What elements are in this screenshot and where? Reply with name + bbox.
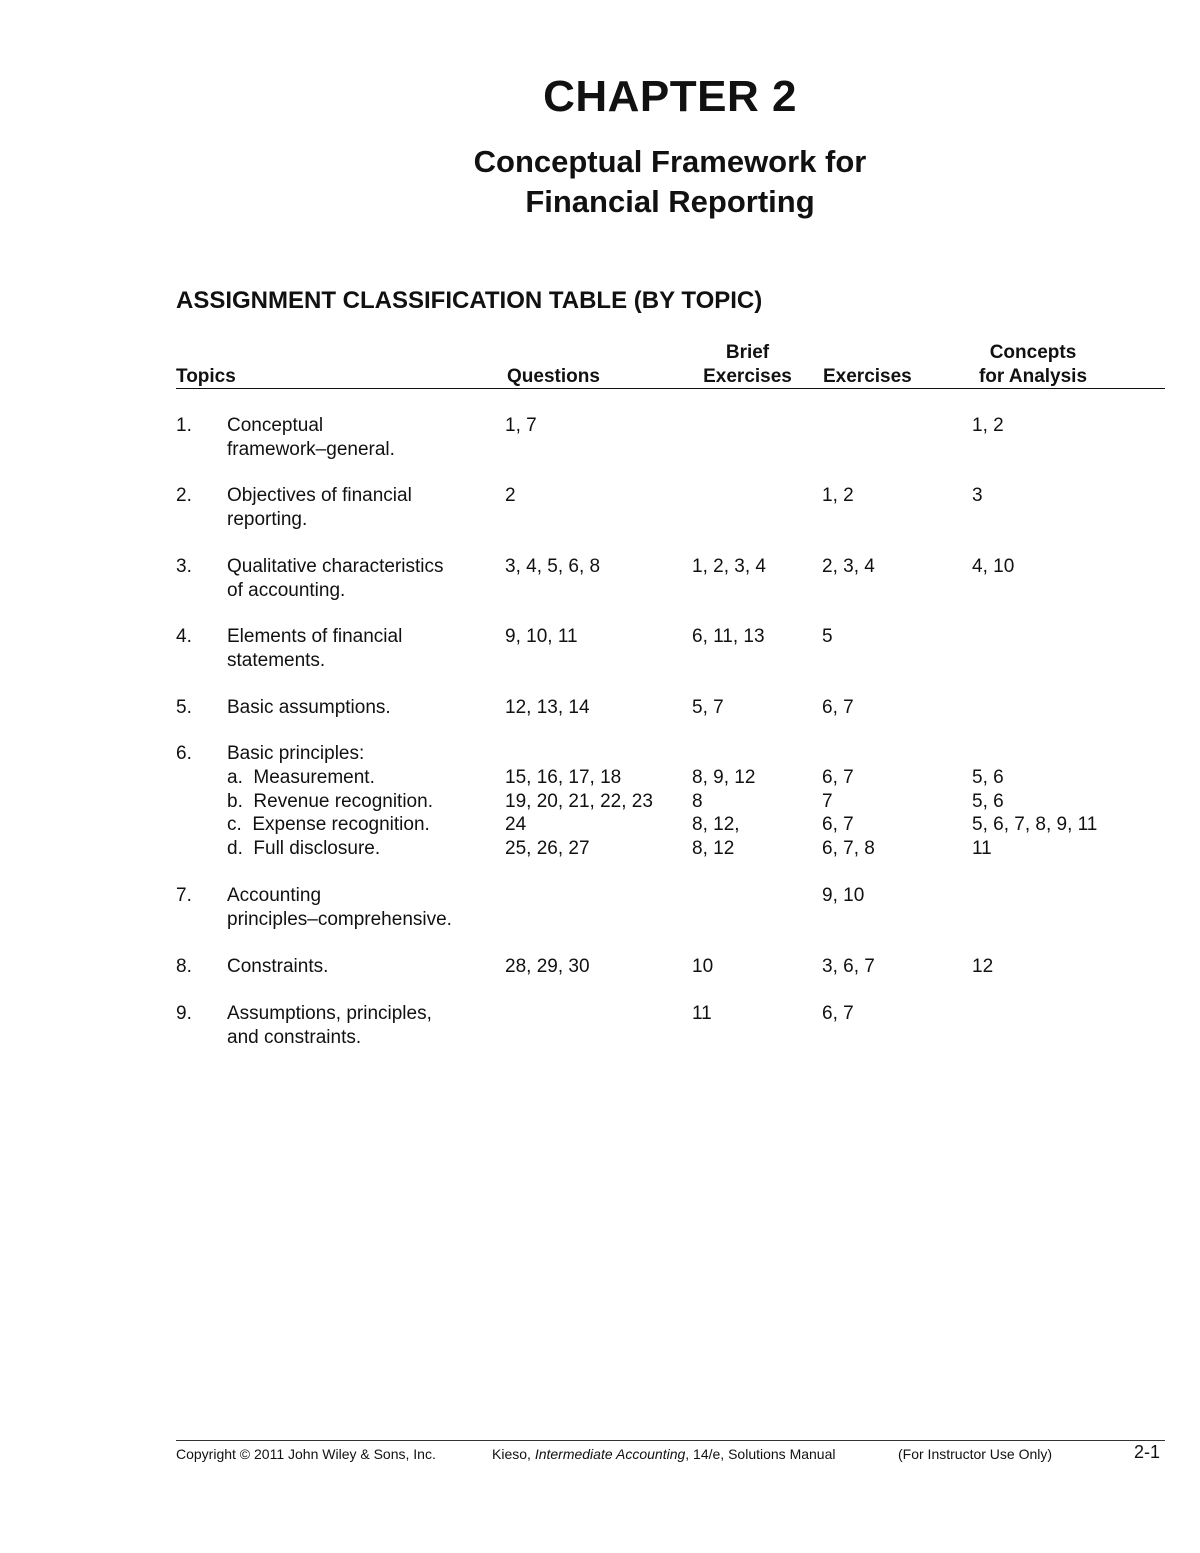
header-topics: Topics xyxy=(176,366,236,387)
footer-book-citation xyxy=(492,1446,836,1462)
subrow-brief-exercises: 8 xyxy=(692,791,703,812)
subrow-questions: 19, 20, 21, 22, 23 xyxy=(505,791,653,812)
row-questions: 9, 10, 11 xyxy=(505,626,578,647)
page-number: 2-1 xyxy=(1134,1442,1161,1462)
footer-book-title: Intermediate Accounting xyxy=(534,1446,686,1462)
row-brief-exercises: 6, 11, 13 xyxy=(692,626,765,647)
row-topic-line-2: and constraints. xyxy=(227,1026,362,1048)
row-exercises: 6, 7 xyxy=(822,697,854,718)
row-topic-line-1: Constraints. xyxy=(227,956,329,977)
row-number: 2. xyxy=(176,485,192,506)
row-topic-line-1: Objectives of financial xyxy=(227,485,412,506)
header-concepts-line-2: for Analysis xyxy=(978,366,1088,387)
subrow-exercises: 7 xyxy=(822,791,833,812)
subrow-label: a. Measurement. xyxy=(227,767,375,788)
row-topic xyxy=(227,1002,432,1049)
row-exercises: 2, 3, 4 xyxy=(822,556,875,577)
chapter-subtitle-line-2: Financial Reporting xyxy=(525,184,815,219)
header-concepts-for-analysis xyxy=(972,341,1094,389)
footer-copyright: Copyright © 2011 John Wiley & Sons, Inc. xyxy=(176,1446,436,1462)
row-exercises: 9, 10 xyxy=(822,885,865,906)
row-topic-line-2: of accounting. xyxy=(227,579,346,601)
row-topic: Basic principles: xyxy=(227,743,365,764)
footer-edition: , 14/e, Solutions Manual xyxy=(685,1446,836,1462)
row-brief-exercises: 11 xyxy=(692,1003,712,1024)
row-questions: 3, 4, 5, 6, 8 xyxy=(505,556,601,577)
row-number: 8. xyxy=(176,956,192,977)
footer-author: Kieso, xyxy=(492,1446,535,1462)
row-topic xyxy=(227,555,443,602)
row-topic-line-1: Assumptions, principles, xyxy=(227,1003,432,1024)
subrow-questions: 25, 26, 27 xyxy=(505,838,590,859)
header-brief-exercises xyxy=(697,341,798,389)
row-topic-line-2: reporting. xyxy=(227,508,308,530)
row-number: 7. xyxy=(176,885,192,906)
section-heading: ASSIGNMENT CLASSIFICATION TABLE (BY TOPIC) xyxy=(176,287,763,314)
row-topic xyxy=(227,696,391,720)
row-topic-line-1: Elements of financial xyxy=(227,626,403,647)
header-rule xyxy=(176,388,1165,389)
subrow-exercises: 6, 7, 8 xyxy=(822,838,875,859)
row-number: 6. xyxy=(176,743,192,764)
row-topic-line-2: framework–general. xyxy=(227,438,395,460)
chapter-title: CHAPTER 2 xyxy=(543,72,797,121)
row-topic-line-1: Conceptual xyxy=(227,415,324,436)
subrow-exercises: 6, 7 xyxy=(822,767,854,788)
row-questions: 28, 29, 30 xyxy=(505,956,590,977)
subrow-concepts: 5, 6, 7, 8, 9, 11 xyxy=(972,814,1098,835)
subrow-brief-exercises: 8, 12, xyxy=(692,814,740,835)
subrow-brief-exercises: 8, 9, 12 xyxy=(692,767,756,788)
row-topic xyxy=(227,625,402,672)
header-brief-exercises-line-2: Exercises xyxy=(703,366,792,387)
row-brief-exercises: 5, 7 xyxy=(692,697,724,718)
row-topic-line-2: principles–comprehensive. xyxy=(227,908,452,930)
row-topic-line-1: Qualitative characteristics xyxy=(227,556,444,577)
row-questions: 1, 7 xyxy=(505,415,537,436)
row-number: 3. xyxy=(176,556,192,577)
subrow-label: b. Revenue recognition. xyxy=(227,791,433,812)
chapter-subtitle xyxy=(0,142,1200,222)
row-topic xyxy=(227,955,328,979)
row-exercises: 5 xyxy=(822,626,833,647)
header-exercises: Exercises xyxy=(823,366,912,387)
row-topic xyxy=(227,414,395,461)
subrow-label: c. Expense recognition. xyxy=(227,814,430,835)
row-brief-exercises: 10 xyxy=(692,956,714,977)
subrow-questions: 15, 16, 17, 18 xyxy=(505,767,622,788)
row-concepts: 12 xyxy=(972,956,994,977)
row-number: 5. xyxy=(176,697,192,718)
row-topic xyxy=(227,884,452,931)
row-exercises: 3, 6, 7 xyxy=(822,956,875,977)
row-concepts: 4, 10 xyxy=(972,556,1015,577)
row-questions: 12, 13, 14 xyxy=(505,697,590,718)
row-number: 1. xyxy=(176,415,192,436)
row-number: 4. xyxy=(176,626,192,647)
subrow-label: d. Full disclosure. xyxy=(227,838,381,859)
chapter-subtitle-line-1: Conceptual Framework for xyxy=(473,144,867,179)
row-topic-line-1: Basic assumptions. xyxy=(227,697,391,718)
header-questions: Questions xyxy=(507,366,600,387)
subrow-concepts: 5, 6 xyxy=(972,791,1004,812)
footer-rule xyxy=(176,1440,1165,1441)
footer-usage-note: (For Instructor Use Only) xyxy=(898,1446,1053,1462)
row-topic xyxy=(227,484,412,531)
row-exercises: 6, 7 xyxy=(822,1003,854,1024)
subrow-exercises: 6, 7 xyxy=(822,814,854,835)
row-number: 9. xyxy=(176,1003,192,1024)
row-questions: 2 xyxy=(505,485,516,506)
subrow-concepts: 11 xyxy=(972,838,992,859)
row-brief-exercises: 1, 2, 3, 4 xyxy=(692,556,766,577)
row-topic-line-2: statements. xyxy=(227,649,326,671)
header-brief-exercises-line-1: Brief xyxy=(725,342,770,363)
subrow-questions: 24 xyxy=(505,814,527,835)
row-exercises: 1, 2 xyxy=(822,485,854,506)
subrow-brief-exercises: 8, 12 xyxy=(692,838,735,859)
row-topic-line-1: Accounting xyxy=(227,885,322,906)
row-concepts: 3 xyxy=(972,485,983,506)
subrow-concepts: 5, 6 xyxy=(972,767,1004,788)
header-concepts-line-1: Concepts xyxy=(989,342,1077,363)
row-concepts: 1, 2 xyxy=(972,415,1004,436)
